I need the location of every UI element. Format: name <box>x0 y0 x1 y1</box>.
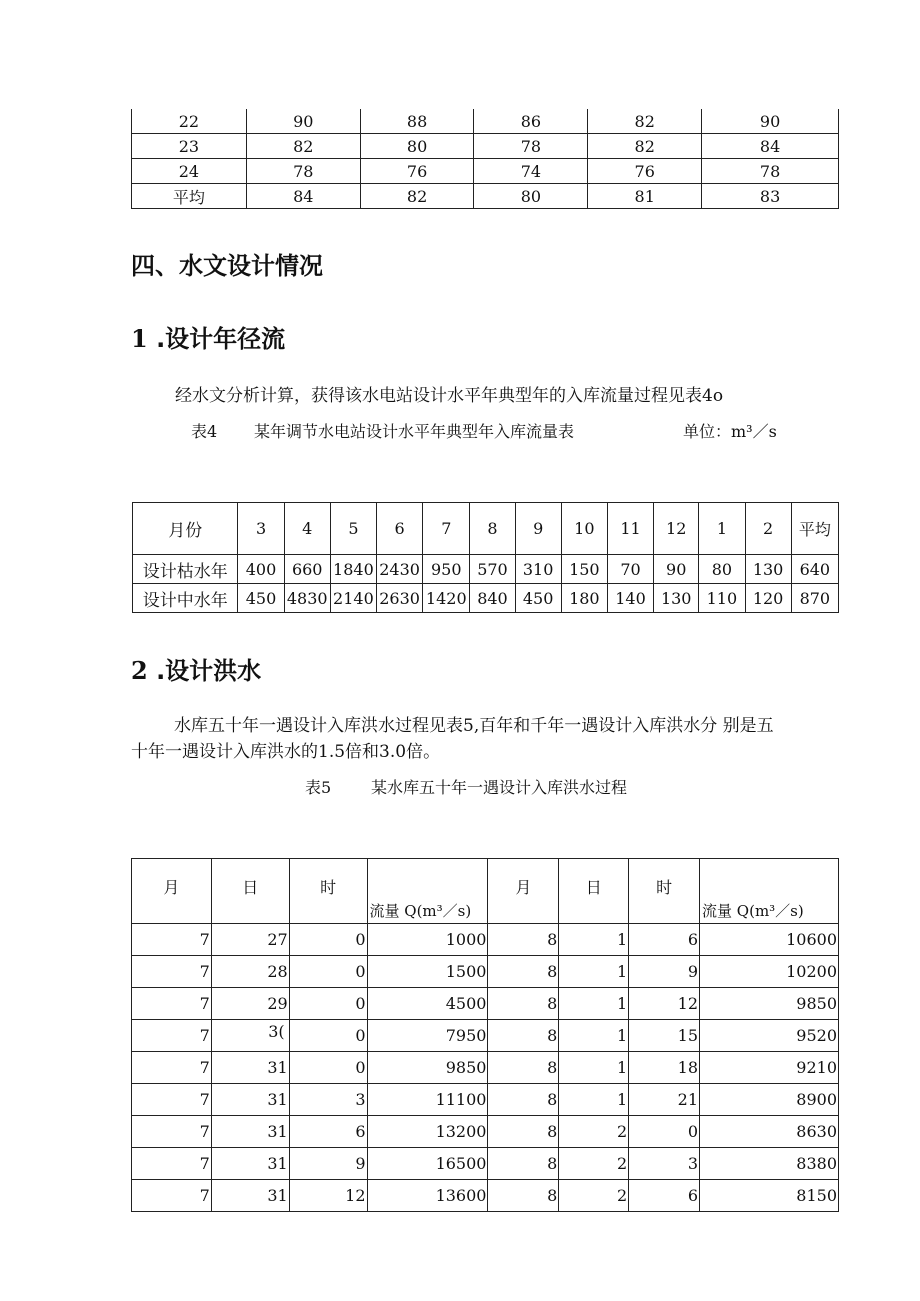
table-cell: 74 <box>474 159 588 184</box>
header-cell-month: 5 <box>330 503 376 555</box>
table-cell: 1000 <box>367 924 488 956</box>
table-cell: 0 <box>289 1020 367 1052</box>
table-cell: 82 <box>588 109 702 134</box>
table-cell: 7 <box>132 1052 212 1084</box>
header-cell-month: 12 <box>654 503 699 555</box>
header-cell: 时 <box>629 859 700 924</box>
flood-table-body <box>132 859 839 1212</box>
table-cell: 8380 <box>700 1148 839 1180</box>
table4-caption-title: 某年调节水电站设计水平年典型年入库流量表 <box>254 422 575 441</box>
table-cell: 8 <box>488 1148 559 1180</box>
table-cell: 8150 <box>700 1180 839 1212</box>
header-cell-month: 3 <box>238 503 284 555</box>
flow-cell: 130 <box>654 584 699 613</box>
table-cell: 10600 <box>700 924 839 956</box>
table-cell: 8 <box>488 988 559 1020</box>
water-level-table-body <box>132 109 839 209</box>
flood-paragraph <box>131 713 841 765</box>
table-cell: 0 <box>289 988 367 1020</box>
row-label-cell: 22 <box>132 109 247 134</box>
flow-cell: 2630 <box>377 584 423 613</box>
flow-cell: 570 <box>470 555 515 584</box>
table-cell: 1 <box>559 956 629 988</box>
table5-caption-label: 表5 <box>305 778 332 797</box>
table-cell: 81 <box>588 184 702 209</box>
header-cell-month: 2 <box>745 503 791 555</box>
table-cell: 1 <box>559 1020 629 1052</box>
table-cell: 0 <box>289 924 367 956</box>
table-cell: 13200 <box>367 1116 488 1148</box>
table-header-row <box>133 503 839 555</box>
subsection-heading: .设计年径流 <box>156 325 286 353</box>
flow-cell: 4830 <box>284 584 330 613</box>
table-cell: 7 <box>132 1020 212 1052</box>
inflow-table <box>132 502 839 613</box>
flow-cell: 1840 <box>330 555 376 584</box>
flow-cell: 2140 <box>330 584 376 613</box>
row-label-cell: 23 <box>132 134 247 159</box>
header-cell-month: 平均 <box>791 503 838 555</box>
row-label-cell: 设计枯水年 <box>133 555 238 584</box>
table-cell: 15 <box>629 1020 700 1052</box>
table-row <box>132 184 839 209</box>
table-cell: 6 <box>629 1180 700 1212</box>
table-row <box>132 1148 839 1180</box>
table5-caption-title: 某水库五十年一遇设计入库洪水过程 <box>371 778 628 797</box>
table-cell: 31 <box>211 1180 289 1212</box>
table-cell: 0 <box>289 956 367 988</box>
table-cell: 12 <box>629 988 700 1020</box>
table-cell: 1 <box>559 1052 629 1084</box>
table-cell: 76 <box>588 159 702 184</box>
header-cell: 时 <box>289 859 367 924</box>
table-cell: 11100 <box>367 1084 488 1116</box>
table-row <box>132 1180 839 1212</box>
table-cell: 21 <box>629 1084 700 1116</box>
header-cell-month: 7 <box>423 503 470 555</box>
flow-cell: 120 <box>745 584 791 613</box>
table-row <box>132 988 839 1020</box>
table-cell: 9 <box>289 1148 367 1180</box>
table-cell: 82 <box>246 134 360 159</box>
header-cell: 流量 Q(m³／s) <box>367 859 488 924</box>
table-cell: 7 <box>132 924 212 956</box>
row-label-cell: 设计中水年 <box>133 584 238 613</box>
table-cell: 78 <box>474 134 588 159</box>
table-cell: 2 <box>559 1116 629 1148</box>
flow-cell: 660 <box>284 555 330 584</box>
flow-cell: 180 <box>561 584 607 613</box>
flow-cell: 450 <box>238 584 284 613</box>
table-cell: 78 <box>702 159 839 184</box>
table-row <box>132 1116 839 1148</box>
table-cell: 84 <box>246 184 360 209</box>
table-cell: 80 <box>474 184 588 209</box>
flood-paragraph-line2: 十年一遇设计入库洪水的1.5倍和3.0倍。 <box>131 742 441 762</box>
header-cell-month: 10 <box>561 503 607 555</box>
table-cell: 8 <box>488 924 559 956</box>
flow-cell: 400 <box>238 555 284 584</box>
table-cell: 8 <box>488 1116 559 1148</box>
table-cell: 76 <box>360 159 474 184</box>
table-cell: 4500 <box>367 988 488 1020</box>
flow-cell: 130 <box>745 555 791 584</box>
flow-cell: 110 <box>699 584 745 613</box>
table-row <box>132 1084 839 1116</box>
flood-hydrograph-table <box>131 858 839 1212</box>
flow-cell: 80 <box>699 555 745 584</box>
table-cell: 8 <box>488 1180 559 1212</box>
flow-cell: 640 <box>791 555 838 584</box>
table-cell: 31 <box>211 1148 289 1180</box>
table-cell: 18 <box>629 1052 700 1084</box>
row-label-cell: 平均 <box>132 184 247 209</box>
table-cell: 1 <box>559 1084 629 1116</box>
cell-text: 3( <box>268 1022 285 1041</box>
table-cell: 31 <box>211 1116 289 1148</box>
table-cell: 6 <box>289 1116 367 1148</box>
table-cell: 9210 <box>700 1052 839 1084</box>
table-cell: 0 <box>629 1116 700 1148</box>
table-cell: 82 <box>588 134 702 159</box>
header-cell-month: 4 <box>284 503 330 555</box>
table-cell: 16500 <box>367 1148 488 1180</box>
table-cell: 82 <box>360 184 474 209</box>
subsection-title-design-flood <box>131 651 261 686</box>
table-cell: 2 <box>559 1180 629 1212</box>
table-cell: 9850 <box>700 988 839 1020</box>
table-cell: 1 <box>559 988 629 1020</box>
table-row <box>132 159 839 184</box>
table-row <box>132 924 839 956</box>
table-cell: 8 <box>488 1084 559 1116</box>
flow-cell: 150 <box>561 555 607 584</box>
table-header-row <box>132 859 839 924</box>
table-cell: 8 <box>488 1052 559 1084</box>
header-cell-month: 1 <box>699 503 745 555</box>
flow-cell: 310 <box>515 555 561 584</box>
table-cell: 7 <box>132 1148 212 1180</box>
table-cell: 8 <box>488 1020 559 1052</box>
table-cell: 83 <box>702 184 839 209</box>
header-cell-month: 8 <box>470 503 515 555</box>
water-level-table-continuation <box>131 109 839 209</box>
table-cell: 31 <box>211 1052 289 1084</box>
header-cell: 日 <box>211 859 289 924</box>
header-cell-month: 6 <box>377 503 423 555</box>
table-cell: 6 <box>629 924 700 956</box>
section-title-hydrology: 四、水文设计情况 <box>131 252 323 280</box>
flow-cell: 950 <box>423 555 470 584</box>
table-row <box>132 134 839 159</box>
table-cell: 3 <box>629 1148 700 1180</box>
table-cell: 28 <box>211 956 289 988</box>
header-cell: 日 <box>559 859 629 924</box>
table4-caption-label: 表4 <box>191 422 218 441</box>
flow-cell: 90 <box>654 555 699 584</box>
runoff-paragraph: 经水文分析计算，获得该水电站设计水平年典型年的入库流量过程见表4o <box>175 386 724 406</box>
table-cell: 1500 <box>367 956 488 988</box>
table-row <box>132 109 839 134</box>
table-cell: 3 <box>289 1084 367 1116</box>
inflow-table-body <box>133 503 839 613</box>
table-cell: 8 <box>488 956 559 988</box>
table-cell: 9850 <box>367 1052 488 1084</box>
table-cell: 31 <box>211 1084 289 1116</box>
table-cell: 80 <box>360 134 474 159</box>
table-cell: 7 <box>132 1116 212 1148</box>
table-cell: 12 <box>289 1180 367 1212</box>
table-cell: 0 <box>289 1052 367 1084</box>
table-cell: 27 <box>211 924 289 956</box>
table-cell: 13600 <box>367 1180 488 1212</box>
subsection-heading: .设计洪水 <box>156 657 262 685</box>
table-cell: 7950 <box>367 1020 488 1052</box>
table-cell: 88 <box>360 109 474 134</box>
table-cell: 7 <box>132 988 212 1020</box>
header-cell-month-label: 月份 <box>133 503 238 555</box>
table-cell: 9 <box>629 956 700 988</box>
flow-cell: 140 <box>607 584 653 613</box>
flow-cell: 70 <box>607 555 653 584</box>
table-row <box>133 584 839 613</box>
flow-cell: 1420 <box>423 584 470 613</box>
header-cell-month: 9 <box>515 503 561 555</box>
table-cell: 78 <box>246 159 360 184</box>
table-cell: 10200 <box>700 956 839 988</box>
row-label-cell: 24 <box>132 159 247 184</box>
subsection-number: 1 <box>131 324 148 353</box>
flood-paragraph-line1: 水库五十年一遇设计入库洪水过程见表5,百年和千年一遇设计入库洪水分 别是五 <box>174 716 774 736</box>
subsection-title-annual-runoff <box>131 319 285 354</box>
table-row <box>132 1052 839 1084</box>
table-cell: 86 <box>474 109 588 134</box>
table-cell: 7 <box>132 1084 212 1116</box>
table-cell: 8630 <box>700 1116 839 1148</box>
table4-caption-unit: 单位：m³／s <box>683 422 777 441</box>
subsection-number: 2 <box>131 656 148 685</box>
header-cell: 月 <box>488 859 559 924</box>
table-cell: 8900 <box>700 1084 839 1116</box>
table-cell: 1 <box>559 924 629 956</box>
table-cell: 9520 <box>700 1020 839 1052</box>
header-cell-month: 11 <box>607 503 653 555</box>
table-cell: 7 <box>132 956 212 988</box>
table-cell: 84 <box>702 134 839 159</box>
table-cell: 2 <box>559 1148 629 1180</box>
table-row <box>132 1020 839 1052</box>
table-cell: 90 <box>702 109 839 134</box>
table-cell: 90 <box>246 109 360 134</box>
table-cell: 29 <box>211 988 289 1020</box>
flow-cell: 2430 <box>377 555 423 584</box>
table-cell <box>211 1020 289 1052</box>
table-cell: 7 <box>132 1180 212 1212</box>
table-row <box>132 956 839 988</box>
header-cell: 月 <box>132 859 212 924</box>
flow-cell: 870 <box>791 584 838 613</box>
header-cell: 流量 Q(m³／s) <box>700 859 839 924</box>
table-row <box>133 555 839 584</box>
flow-cell: 450 <box>515 584 561 613</box>
flow-cell: 840 <box>470 584 515 613</box>
